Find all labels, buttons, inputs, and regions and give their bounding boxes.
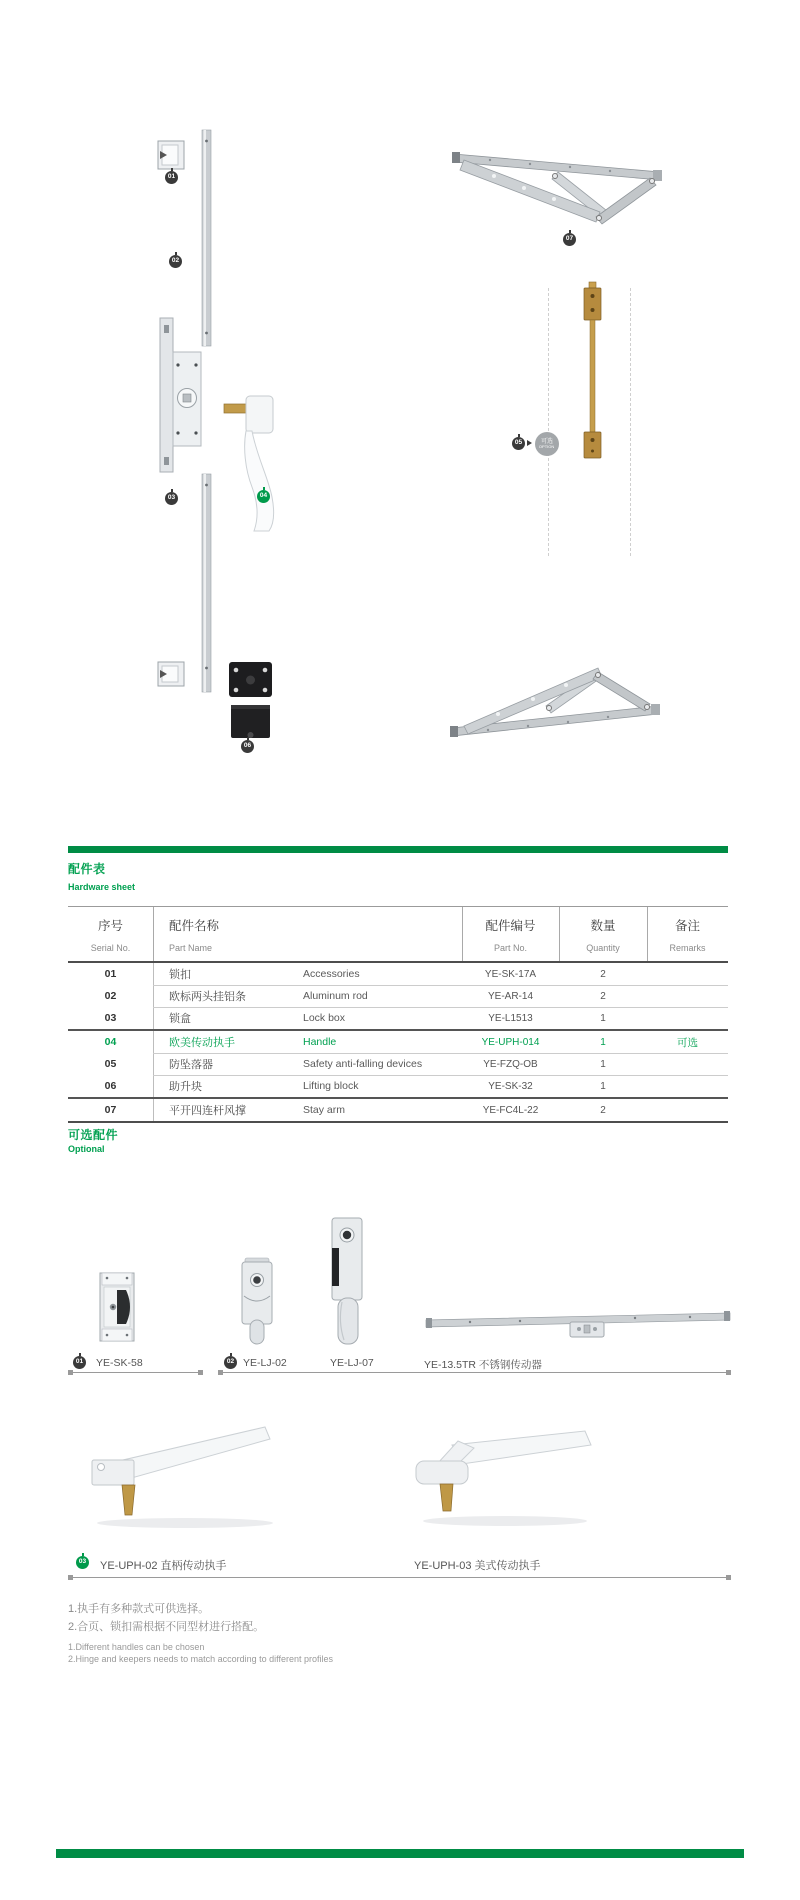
table-row: 06 助升块 Lifting block YE-SK-32 1: [68, 1075, 728, 1097]
optional-title-cn: 可选配件: [68, 1128, 119, 1142]
keeper-top-illustration: [158, 141, 184, 169]
note-cn-1: 1.执手有多种款式可供选择。: [68, 1603, 210, 1615]
table-row-highlighted: 04 欧美传动执手 Handle YE-UPH-014 1 可选: [68, 1029, 728, 1053]
label-ye-uph-03: YE-UPH-03 美式传动执手: [414, 1560, 541, 1572]
exploded-view-left: [140, 125, 310, 775]
aluminum-rod-lower: [202, 474, 211, 692]
watermark-cn: 可选: [540, 438, 553, 445]
sheet-title-en: Hardware sheet: [68, 882, 136, 892]
lock-box-illustration: [160, 318, 201, 472]
ye-uph-03-illustration: [416, 1431, 591, 1526]
ye-uph-02-illustration: [92, 1427, 273, 1528]
optional-handles-illustrations: [80, 1415, 620, 1535]
note-cn-2: 2.合页、锁扣需根据不同型材进行搭配。: [68, 1621, 265, 1633]
optional-title-en: Optional: [68, 1144, 105, 1154]
callout-05-arrow: [527, 440, 532, 446]
optional-badge-01: 01: [73, 1356, 86, 1369]
ye-lj-02-illustration: [242, 1258, 272, 1344]
group-line-3: [69, 1577, 730, 1578]
label-ye-lj-07: YE-LJ-07: [330, 1357, 374, 1369]
header-remarks: 备注 Remarks: [669, 919, 706, 953]
group-line-2: [219, 1372, 730, 1373]
sheet-title-cn: 配件表: [68, 862, 106, 876]
note-en-1: 1.Different handles can be chosen: [68, 1642, 205, 1652]
hardware-table: [68, 906, 728, 1123]
stay-arm-bottom-illustration: [448, 642, 663, 754]
note-en-2: 2.Hinge and keepers needs to match according to different profiles: [68, 1654, 333, 1664]
label-ye-uph-02: YE-UPH-02 直柄传动执手: [100, 1560, 227, 1572]
optional-parts-illustrations: [90, 1210, 740, 1345]
callout-01: 01: [165, 171, 178, 184]
group-line-1: [69, 1372, 202, 1373]
lifting-block-plate: [229, 662, 272, 697]
table-header-row: [68, 907, 728, 963]
optional-badge-02: 02: [224, 1356, 237, 1369]
handle-illustration: [224, 396, 274, 531]
table-accent-bar: [68, 846, 728, 853]
header-part-name: 配件名称 Part Name: [169, 919, 220, 953]
label-ye-13-5tr: YE-13.5TR 不锈钢传动器: [424, 1359, 542, 1371]
optional-watermark-disc: [535, 432, 559, 456]
guide-line-left: [548, 288, 549, 556]
footer-accent-bar: [56, 1849, 744, 1858]
header-quantity: 数量 Quantity: [586, 919, 620, 953]
optional-badge-03: 03: [76, 1556, 89, 1569]
watermark-en: OPTION: [539, 444, 555, 449]
callout-06: 06: [241, 740, 254, 753]
header-part-no: 配件编号 Part No.: [485, 919, 536, 953]
table-row: 03 锁盒 Lock box YE-L1513 1: [68, 1007, 728, 1029]
ye-13-5tr-illustration: [426, 1311, 730, 1337]
header-serial: 序号 Serial No.: [90, 919, 131, 953]
label-ye-sk-58: YE-SK-58: [96, 1357, 143, 1369]
callout-07: 07: [563, 233, 576, 246]
table-row: 05 防坠落器 Safety anti-falling devices YE-FZQ-OB 1: [68, 1053, 728, 1075]
label-ye-lj-02: YE-LJ-02: [243, 1357, 287, 1369]
callout-02: 02: [169, 255, 182, 268]
aluminum-rod-upper: [202, 130, 211, 346]
keeper-bottom-illustration: [158, 662, 184, 686]
callout-03: 03: [165, 492, 178, 505]
callout-05: 05: [512, 437, 525, 450]
callout-04: 04: [257, 490, 270, 503]
table-row: 02 欧标两头挂铝条 Aluminum rod YE-AR-14 2: [68, 985, 728, 1007]
table-row: 01 锁扣 Accessories YE-SK-17A 2: [104, 968, 606, 981]
ye-lj-07-illustration: [332, 1218, 362, 1344]
ye-sk-58-illustration: [100, 1273, 134, 1341]
table-row: 07 平开四连杆风撑 Stay arm YE-FC4L-22 2: [68, 1097, 728, 1121]
anti-falling-device-illustration: [580, 280, 640, 465]
lifting-block-box: [231, 705, 270, 738]
stay-arm-top-illustration: [450, 138, 665, 248]
